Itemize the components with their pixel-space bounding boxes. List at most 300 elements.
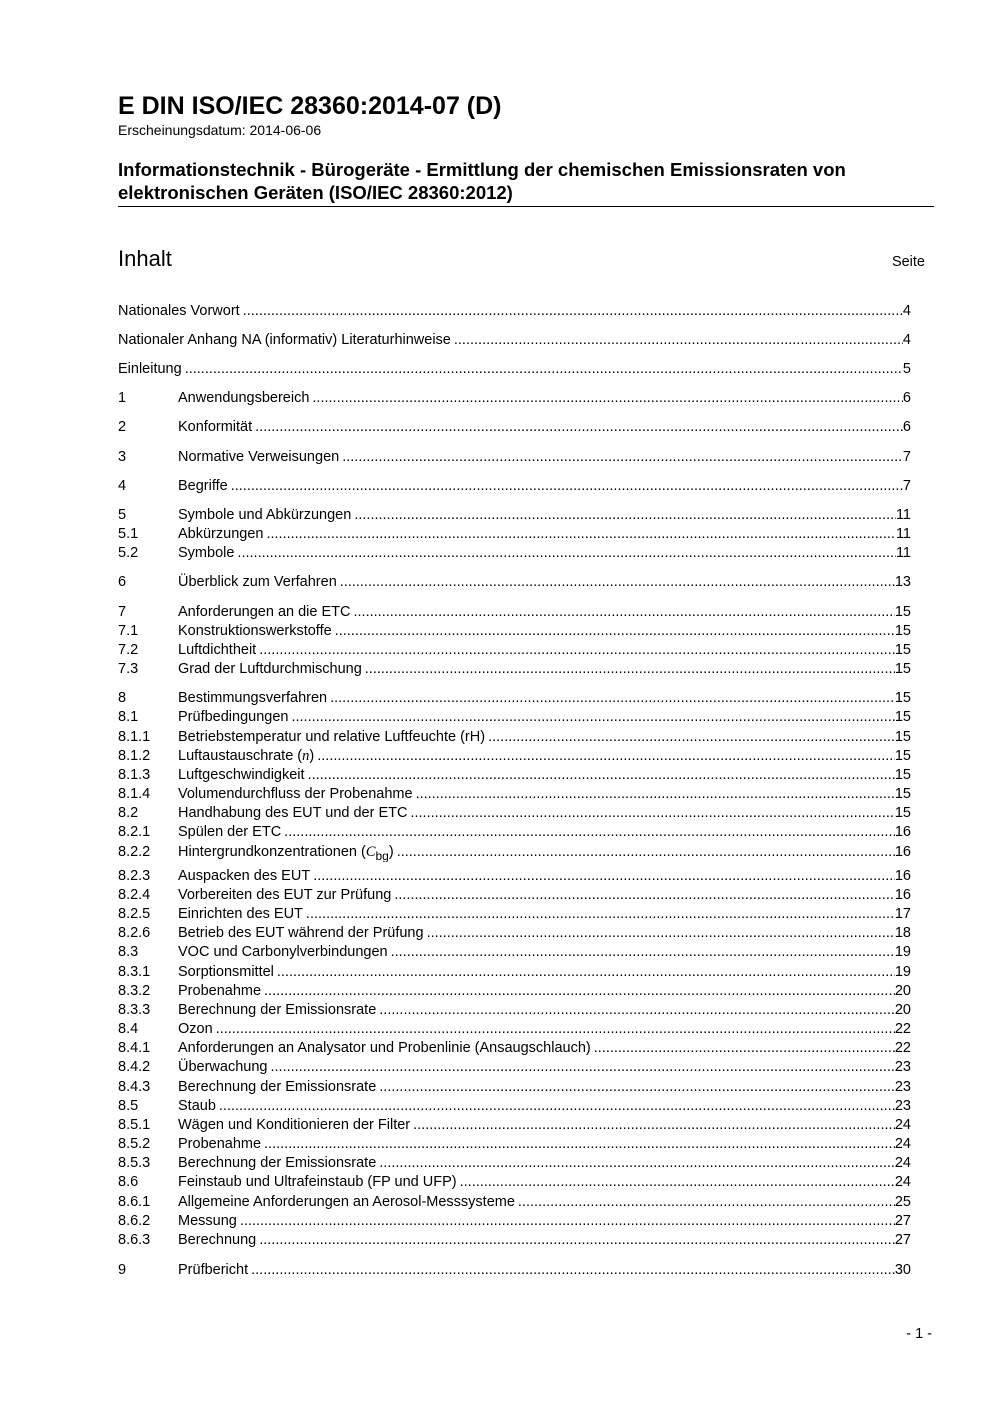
toc-entry-page: 6: [902, 390, 911, 406]
toc-dot-leader: [243, 302, 903, 321]
toc-entry-number: 8.1.1: [118, 729, 151, 745]
toc-dot-leader: [342, 448, 903, 467]
toc-dot-leader: [354, 603, 895, 622]
toc-entry-line: [178, 1039, 911, 1058]
toc-entry[interactable]: [118, 1078, 911, 1097]
toc-entry-title: [178, 708, 291, 727]
toc-entry-line: [178, 982, 911, 1001]
toc-entry-title: [178, 418, 255, 437]
toc-entry-line: [178, 867, 911, 886]
toc-entry-number: 7: [118, 604, 127, 620]
toc-entry-line: [178, 905, 911, 924]
toc-entry-page: 25: [894, 1194, 911, 1210]
toc-entry-title-text: Berechnung der Emissionsrate: [178, 1079, 377, 1095]
toc-entry-page: 16: [894, 844, 911, 860]
toc-entry-page: 24: [894, 1155, 911, 1171]
toc-entry-title: [178, 963, 277, 982]
toc-entry-line: [178, 1261, 911, 1280]
toc-entry-number: 4: [118, 478, 127, 494]
title-divider: [118, 206, 934, 207]
toc-entry-page: 16: [894, 887, 911, 903]
toc-entry-title: [178, 867, 313, 886]
toc-entry-title-text: Grad der Luftdurchmischung: [178, 661, 362, 677]
toc-entry[interactable]: [118, 867, 911, 886]
toc-entry-page: 15: [894, 623, 911, 639]
toc-entry-page: 15: [894, 661, 911, 677]
toc-dot-leader: [379, 1078, 895, 1097]
toc-entry-title-text: Staub: [178, 1098, 216, 1114]
toc-entry-number: 8.5.1: [118, 1117, 151, 1133]
toc-entry-title: [178, 843, 397, 862]
toc-dot-leader: [277, 963, 895, 982]
toc-entry-number: 8.2.6: [118, 925, 151, 941]
toc-entry-symbol-subscript: bg: [375, 849, 389, 862]
toc-entry-title-text: VOC und Carbonylverbindungen: [178, 944, 388, 960]
toc-entry-number: 9: [118, 1262, 127, 1278]
toc-entry-line: [178, 1116, 911, 1135]
toc-entry-page: 30: [894, 1262, 911, 1278]
toc-entry-page: 19: [894, 964, 911, 980]
toc-entry-title-text: Prüfbericht: [178, 1262, 249, 1278]
toc-entry-title-text: Berechnung der Emissionsrate: [178, 1155, 377, 1171]
toc-entry-title-text: Anforderungen an die ETC: [178, 604, 351, 620]
toc-dot-leader: [259, 1231, 895, 1250]
toc-dot-leader: [291, 708, 894, 727]
toc-entry-title-text: Probenahme: [178, 1136, 262, 1152]
toc-entry-page: 15: [894, 767, 911, 783]
toc-entry-title-text: Symbole: [178, 545, 235, 561]
toc-entry-number: 8.5: [118, 1098, 139, 1114]
toc-entry-number: 8.4.1: [118, 1040, 151, 1056]
toc-dot-leader: [237, 544, 896, 563]
toc-entry[interactable]: [118, 525, 911, 544]
toc-entry-page: 24: [894, 1117, 911, 1133]
toc-entry-number: 6: [118, 574, 127, 590]
toc-entry-title: [178, 1231, 259, 1250]
toc-entry-title: [178, 747, 317, 766]
toc-entry-title: [178, 525, 266, 544]
toc-entry-title: [178, 886, 394, 905]
toc-entry-line: [178, 573, 911, 592]
toc-entry[interactable]: [118, 302, 911, 321]
toc-entry-line: [178, 1212, 911, 1231]
toc-entry-number: 3: [118, 449, 127, 465]
toc-entry-line: [178, 1193, 911, 1212]
toc-entry-page: 15: [894, 729, 911, 745]
toc-entry-number: 8.1.3: [118, 767, 151, 783]
toc-entry-line: [178, 708, 911, 727]
toc-entry[interactable]: [118, 418, 911, 437]
toc-entry-title: [178, 1154, 379, 1173]
toc-entry-page: 6: [902, 419, 911, 435]
toc-dot-leader: [594, 1039, 895, 1058]
toc-dot-leader: [317, 747, 895, 766]
toc-entry-title-text: Überwachung: [178, 1059, 268, 1075]
toc-entry-number: 7.2: [118, 642, 139, 658]
toc-entry-title-text: Symbole und Abkürzungen: [178, 507, 352, 523]
toc-entry-title: [178, 477, 231, 496]
toc-entry-title-text: Sorptionsmittel: [178, 964, 274, 980]
toc-entry-page: 23: [894, 1098, 911, 1114]
toc-entry-page: 11: [895, 545, 911, 561]
toc-entry[interactable]: [118, 943, 911, 962]
toc-entry-title-text: Berechnung der Emissionsrate: [178, 1002, 377, 1018]
toc-entry-title-text: Luftgeschwindigkeit: [178, 767, 305, 783]
toc-entry-title: [178, 1261, 251, 1280]
toc-entry-line: [178, 1231, 911, 1250]
toc-entry-page: 20: [894, 1002, 911, 1018]
toc-entry[interactable]: [118, 963, 911, 982]
toc-entry-title-text: Probenahme: [178, 983, 262, 999]
toc-entry-line: [178, 544, 911, 563]
toc-entry-line: [178, 1078, 911, 1097]
toc-entry-number: 8.3.1: [118, 964, 151, 980]
toc-entry-title-text: Volumendurchfluss der Probenahme: [178, 786, 413, 802]
toc-entry-page: 27: [894, 1213, 911, 1229]
toc-entry-title: [178, 641, 259, 660]
toc-dot-leader: [397, 843, 895, 862]
toc-entry-page: 19: [894, 944, 911, 960]
toc-entry-line: [178, 728, 911, 747]
toc-entry-title: [178, 1039, 594, 1058]
toc-dot-leader: [231, 477, 903, 496]
toc-entry-title: [118, 302, 243, 321]
toc-entry[interactable]: [118, 641, 911, 660]
toc-entry[interactable]: [118, 1173, 911, 1192]
toc-entry[interactable]: [118, 747, 911, 766]
toc-entry-line: [178, 1058, 911, 1077]
toc-heading: Inhalt: [118, 246, 172, 271]
toc-entry-title: [178, 1020, 216, 1039]
toc-entry-title-text: Anforderungen an Analysator und Probenlinie (Ansaugschlauch): [178, 1040, 591, 1056]
toc-entry-title-text: Spülen der ETC: [178, 824, 282, 840]
toc-entry[interactable]: [118, 804, 911, 823]
toc-entry-page: 11: [895, 507, 911, 523]
toc-entry[interactable]: [118, 448, 911, 467]
toc-entry-number: 8.5.2: [118, 1136, 151, 1152]
toc-entry-number: 8.3: [118, 944, 139, 960]
toc-entry[interactable]: [118, 331, 911, 350]
toc-entry-title-text: Feinstaub und Ultrafeinstaub (FP und UFP): [178, 1174, 457, 1190]
toc-entry-line: [178, 477, 911, 496]
toc-entry-title-text: Betriebstemperatur und relative Luftfeuchte (rH): [178, 729, 486, 745]
toc-dot-leader: [270, 1058, 894, 1077]
toc-entry-title: [178, 603, 354, 622]
toc-entry[interactable]: [118, 1058, 911, 1077]
toc-entry[interactable]: [118, 1212, 911, 1231]
toc-entry-title-text: Vorbereiten des EUT zur Prüfung: [178, 887, 392, 903]
toc-entry-number: 8.1: [118, 709, 139, 725]
toc-dot-leader: [240, 1212, 895, 1231]
toc-dot-leader: [264, 1135, 895, 1154]
toc-dot-leader: [488, 728, 895, 747]
toc-entry-title: [118, 360, 185, 379]
toc-entry-title-text: Konstruktionswerkstoffe: [178, 623, 332, 639]
toc-entry-number: 5.1: [118, 526, 139, 542]
toc-entry-title-text: Hintergrundkonzentrationen (: [178, 844, 366, 860]
toc-entry-title: [178, 689, 330, 708]
toc-dot-leader: [518, 1193, 895, 1212]
toc-entry-page: 4: [902, 332, 911, 348]
toc-dot-leader: [306, 905, 895, 924]
toc-entry-number: 8.5.3: [118, 1155, 151, 1171]
toc-entry-number: 8: [118, 690, 127, 706]
toc-entry-page: 24: [894, 1136, 911, 1152]
toc-entry-page: 22: [894, 1040, 911, 1056]
toc-entry-line: [178, 804, 911, 823]
toc-entry-page: 13: [894, 574, 911, 590]
toc-entry-line: [178, 924, 911, 943]
toc-entry-line: [178, 641, 911, 660]
toc-entry[interactable]: [118, 785, 911, 804]
toc-entry-title: [178, 622, 335, 641]
toc-entry-title: [178, 1097, 219, 1116]
toc-dot-leader: [394, 886, 895, 905]
toc-entry[interactable]: [118, 1097, 911, 1116]
toc-entry-line: [178, 660, 911, 679]
toc-entry-page: 24: [894, 1174, 911, 1190]
toc-dot-leader: [266, 525, 895, 544]
toc-entry-number: 2: [118, 419, 127, 435]
toc-entry-line: [178, 389, 911, 408]
toc-entry-line: [178, 622, 911, 641]
toc-entry-title: [178, 1135, 264, 1154]
toc-entry[interactable]: [118, 1193, 911, 1212]
toc-entry-number: 8.1.2: [118, 748, 151, 764]
toc-entry[interactable]: [118, 924, 911, 943]
toc-entry-line: [178, 823, 911, 842]
toc-entry-line: [178, 963, 911, 982]
toc-entry-line: [178, 766, 911, 785]
toc-dot-leader: [312, 389, 903, 408]
toc-entry[interactable]: [118, 477, 911, 496]
toc-entry-page: 15: [894, 748, 911, 764]
toc-entry-title: [178, 1001, 379, 1020]
toc-entry-number: 7.1: [118, 623, 139, 639]
toc-entry-title-text: Normative Verweisungen: [178, 449, 340, 465]
toc-entry-line: [178, 886, 911, 905]
toc-entry-page: 23: [894, 1059, 911, 1075]
toc-entry-title-text: Handhabung des EUT und der ETC: [178, 805, 408, 821]
toc-entry-number: 8.2.4: [118, 887, 151, 903]
toc-entry-page: 5: [902, 361, 911, 377]
toc-entry-page: 15: [894, 786, 911, 802]
toc-dot-leader: [335, 622, 895, 641]
toc-entry[interactable]: [118, 728, 911, 747]
toc-entry-title: [178, 823, 284, 842]
toc-entry-title-text: Berechnung: [178, 1232, 257, 1248]
toc-entry-line: [178, 689, 911, 708]
toc-dot-leader: [313, 867, 895, 886]
toc-entry-page: 4: [902, 303, 911, 319]
toc-entry-line: [178, 1173, 911, 1192]
toc-entry-title-text: Allgemeine Anforderungen an Aerosol-Messsysteme: [178, 1194, 515, 1210]
toc-entry-line: [178, 785, 911, 804]
toc-dot-leader: [330, 689, 895, 708]
toc-entry-title-text: Luftdichtheit: [178, 642, 257, 658]
toc-dot-leader: [264, 982, 895, 1001]
toc-entry[interactable]: [118, 1039, 911, 1058]
toc-entry-page: 22: [894, 1021, 911, 1037]
toc-entry-title: [178, 982, 264, 1001]
toc-page-column-label: Seite: [891, 254, 925, 270]
toc-dot-leader: [379, 1154, 895, 1173]
toc-entry-symbol: n: [302, 748, 310, 764]
toc-dot-leader: [365, 660, 895, 679]
toc-entry[interactable]: [118, 1001, 911, 1020]
toc-entry[interactable]: [118, 544, 911, 563]
toc-dot-leader: [340, 573, 895, 592]
toc-entry[interactable]: [118, 886, 911, 905]
toc-entry-page: 27: [894, 1232, 911, 1248]
toc-entry[interactable]: [118, 766, 911, 785]
toc-entry-title: [178, 766, 308, 785]
toc-entry-number: 8.6: [118, 1174, 139, 1190]
toc-entry[interactable]: [118, 360, 911, 379]
toc-dot-leader: [185, 360, 903, 379]
toc-dot-leader: [259, 641, 895, 660]
toc-entry-line: [178, 506, 911, 525]
toc-entry-title: [178, 506, 354, 525]
toc-entry-title: [178, 660, 365, 679]
toc-entry-page: 18: [894, 925, 911, 941]
toc-entry-page: 15: [894, 805, 911, 821]
toc-entry-number: 7.3: [118, 661, 139, 677]
toc-entry-number: 8.4.3: [118, 1079, 151, 1095]
toc-entry-title-text: Messung: [178, 1213, 237, 1229]
toc-entry[interactable]: [118, 622, 911, 641]
toc-entry[interactable]: [118, 389, 911, 408]
toc-entry-title: [178, 804, 410, 823]
toc-entry-line: [178, 1154, 911, 1173]
toc-entry-title-text: Ozon: [178, 1021, 213, 1037]
toc-entry-title-text: Auspacken des EUT: [178, 868, 311, 884]
toc-entry-title-suffix: ): [309, 748, 315, 764]
toc-dot-leader: [255, 418, 903, 437]
toc-entry-page: 20: [894, 983, 911, 999]
toc-entry-number: 8.4: [118, 1021, 139, 1037]
toc-entry-number: 5: [118, 507, 127, 523]
toc-entry[interactable]: [118, 823, 911, 842]
toc-entry-line: [178, 747, 911, 766]
toc-entry-title: [178, 1058, 270, 1077]
toc-entry-title-text: Betrieb des EUT während der Prüfung: [178, 925, 424, 941]
toc-entry[interactable]: [118, 708, 911, 727]
toc-entry-page: 15: [894, 604, 911, 620]
toc-entry-page: 16: [894, 868, 911, 884]
toc-entry[interactable]: [118, 982, 911, 1001]
toc-entry[interactable]: [118, 843, 911, 862]
toc-entry-number: 8.6.1: [118, 1194, 151, 1210]
toc-entry-title: [178, 1212, 240, 1231]
toc-entry-line: [118, 331, 911, 350]
toc-entry-line: [118, 360, 911, 379]
toc-entry-title: [178, 1078, 379, 1097]
toc-entry[interactable]: [118, 603, 911, 622]
toc-entry-number: 5.2: [118, 545, 139, 561]
toc-dot-leader: [354, 506, 896, 525]
publication-date: Erscheinungsdatum: 2014-06-06: [118, 122, 322, 138]
toc-entry-title-text: Luftaustauschrate (: [178, 748, 303, 764]
toc-dot-leader: [251, 1261, 895, 1280]
toc-entry-symbol: C: [365, 844, 376, 860]
toc-entry-title-text: Prüfbedingungen: [178, 709, 289, 725]
toc-entry-title-text: Einleitung: [118, 361, 182, 377]
toc-entry[interactable]: [118, 506, 911, 525]
toc-entry-title: [178, 785, 416, 804]
toc-entry-title: [178, 924, 427, 943]
page-number: - 1 -: [906, 1326, 932, 1342]
toc-entry-line: [178, 1135, 911, 1154]
toc-entry-number: 8.6.3: [118, 1232, 151, 1248]
toc-entry-page: 15: [894, 709, 911, 725]
toc-entry-number: 8.3.3: [118, 1002, 151, 1018]
toc-entry-title: [178, 389, 312, 408]
toc-entry[interactable]: [118, 573, 911, 592]
document-title: Informationstechnik - Bürogeräte - Ermittlung der chemischen Emissionsraten von elektronischen Geräten (ISO/IEC 28360:2012): [118, 159, 846, 203]
toc-dot-leader: [410, 804, 894, 823]
toc-entry-title: [178, 905, 306, 924]
toc-entry-title-text: Überblick zum Verfahren: [178, 574, 337, 590]
toc-dot-leader: [379, 1001, 895, 1020]
toc-entry-line: [178, 1001, 911, 1020]
toc-entry[interactable]: [118, 1154, 911, 1173]
toc-entry-title-text: Nationaler Anhang NA (informativ) Literaturhinweise: [118, 332, 451, 348]
toc-entry[interactable]: [118, 1020, 911, 1039]
toc-entry-number: 8.2.1: [118, 824, 151, 840]
toc-dot-leader: [284, 823, 895, 842]
toc-entry-line: [178, 603, 911, 622]
toc-entry-number: 8.4.2: [118, 1059, 151, 1075]
toc-dot-leader: [454, 331, 903, 350]
toc-entry-number: 8.2.2: [118, 844, 151, 860]
toc-entry-line: [178, 1020, 911, 1039]
toc-entry[interactable]: [118, 689, 911, 708]
toc-entry-title: [178, 728, 488, 747]
toc-entry-page: 15: [894, 690, 911, 706]
toc-entry-line: [178, 943, 911, 962]
toc-entry-title-text: Einrichten des EUT: [178, 906, 303, 922]
toc-entry-title: [178, 448, 342, 467]
toc-entry-title: [178, 1116, 413, 1135]
toc-entry-title: [178, 1173, 460, 1192]
toc-entry-title-text: Abkürzungen: [178, 526, 264, 542]
toc-dot-leader: [427, 924, 895, 943]
toc-entry-number: 8.1.4: [118, 786, 151, 802]
toc-entry[interactable]: [118, 1231, 911, 1250]
toc-entry-number: 8.2.5: [118, 906, 151, 922]
toc-entry-title: [178, 1193, 518, 1212]
toc-entry[interactable]: [118, 1116, 911, 1135]
toc-entry-title: [178, 943, 391, 962]
toc-entry-title-text: Bestimmungsverfahren: [178, 690, 328, 706]
toc-dot-leader: [219, 1097, 895, 1116]
toc-entry[interactable]: [118, 660, 911, 679]
toc-entry-number: 1: [118, 390, 127, 406]
toc-entry-page: 7: [902, 478, 911, 494]
toc-entry-page: 11: [895, 526, 911, 542]
toc-entry[interactable]: [118, 1135, 911, 1154]
toc-entry[interactable]: [118, 905, 911, 924]
toc-entry-page: 15: [894, 642, 911, 658]
toc-entry[interactable]: [118, 1261, 911, 1280]
toc-entry-line: [178, 843, 911, 862]
toc-entry-title-text: Nationales Vorwort: [118, 303, 240, 319]
toc-entry-line: [178, 448, 911, 467]
toc-entry-title: [178, 544, 237, 563]
toc-entry-title-text: Begriffe: [178, 478, 228, 494]
toc-entry-number: 8.3.2: [118, 983, 151, 999]
